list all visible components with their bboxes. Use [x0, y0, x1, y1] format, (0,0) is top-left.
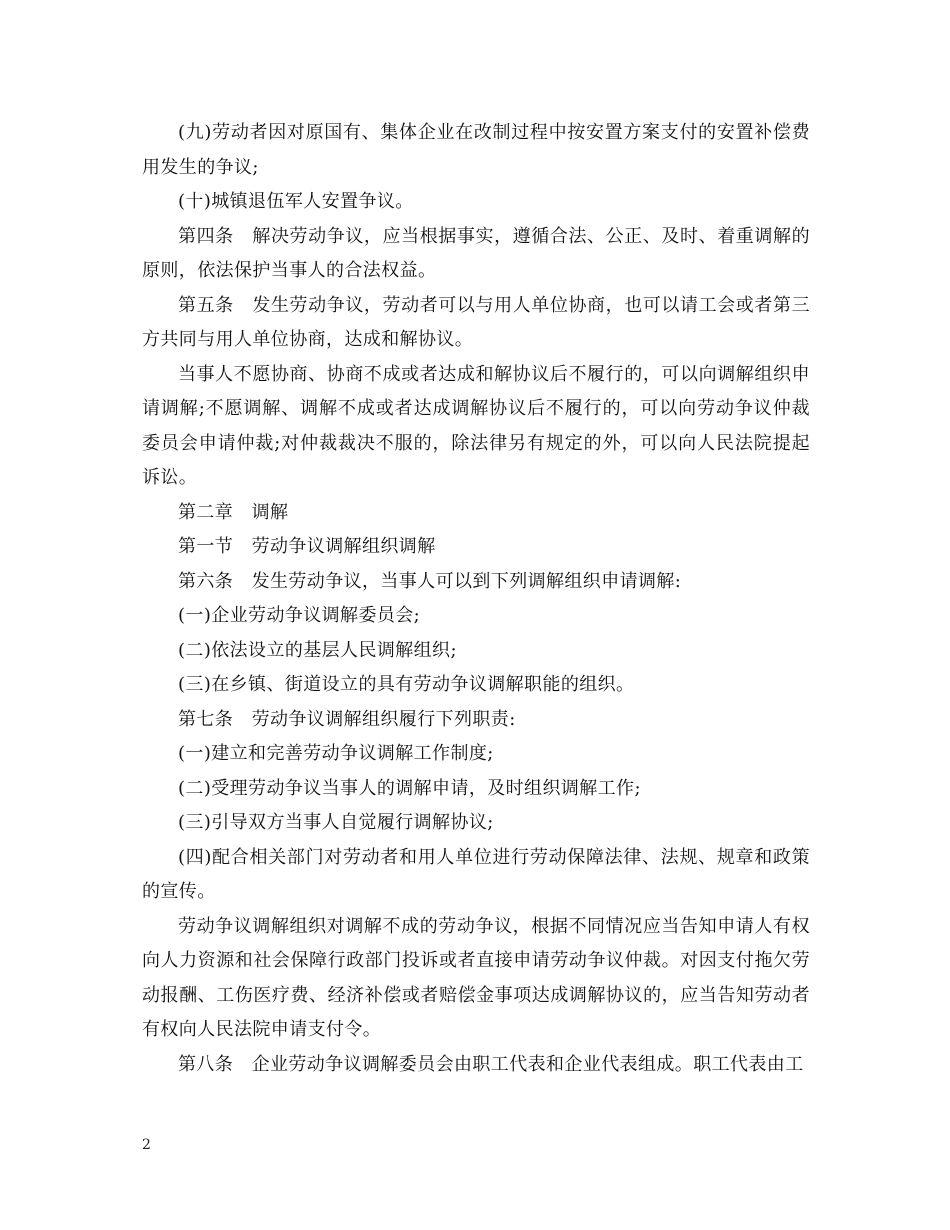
paragraph-item-nine: (九)劳动者因对原国有、集体企业在改制过程中按安置方案支付的安置补偿费用发生的争议; — [142, 122, 810, 178]
article-6: 第六条 发生劳动争议，当事人可以到下列调解组织申请调解: — [178, 570, 682, 592]
article-7-item-4: (四)配合相关部门对劳动者和用人单位进行劳动保障法律、法规、规章和政策的宣传。 — [142, 846, 810, 902]
article-7-item-3: (三)引导双方当事人自觉履行调解协议; — [178, 812, 494, 833]
article-8: 第八条 企业劳动争议调解委员会由职工代表和企业代表组成。职工代表由工 — [178, 1053, 804, 1075]
document-body — [142, 116, 810, 1082]
article-5-continuation: 当事人不愿协商、协商不成或者达成和解协议后不履行的，可以向调解组织申请调解;不愿调解、调解不成或者达成调解协议后不履行的，可以向劳动争议仲裁委员会申请仲裁;对仲裁裁决不服的，除法律另有规定的外，可以向人民法院提起诉讼。 — [142, 363, 810, 488]
article-7-item-1: (一)建立和完善劳动争议调解工作制度; — [178, 743, 494, 764]
section-heading: 第一节 劳动争议调解组织调解 — [178, 536, 436, 557]
article-6-item-1: (一)企业劳动争议调解委员会; — [178, 605, 421, 626]
article-7: 第七条 劳动争议调解组织履行下列职责: — [178, 708, 516, 730]
page-number: 2 — [142, 1137, 151, 1153]
article-6-item-3: (三)在乡镇、街道设立的具有劳动争议调解职能的组织。 — [178, 674, 635, 695]
article-7-item-2: (二)受理劳动争议当事人的调解申请，及时组织调解工作; — [178, 777, 641, 799]
article-7-continuation: 劳动争议调解组织对调解不成的劳动争议，根据不同情况应当告知申请人有权向人力资源和社会保障行政部门投诉或者直接申请劳动争议仲裁。对因支付拖欠劳动报酬、工伤医疗费、经济补偿或者赔偿金事项达成调解协议的，应当告知劳动者有权向人民法院申请支付令。 — [142, 915, 810, 1040]
paragraph-item-ten: (十)城镇退伍军人安置争议。 — [178, 191, 414, 212]
article-4: 第四条 解决劳动争议，应当根据事实，遵循合法、公正、及时、着重调解的原则，依法保护当事人的合法权益。 — [142, 225, 810, 281]
article-5: 第五条 发生劳动争议，劳动者可以与用人单位协商，也可以请工会或者第三方共同与用人单位协商，达成和解协议。 — [142, 294, 810, 350]
chapter-heading: 第二章 调解 — [178, 501, 289, 523]
article-6-item-2: (二)依法设立的基层人民调解组织; — [178, 639, 457, 661]
